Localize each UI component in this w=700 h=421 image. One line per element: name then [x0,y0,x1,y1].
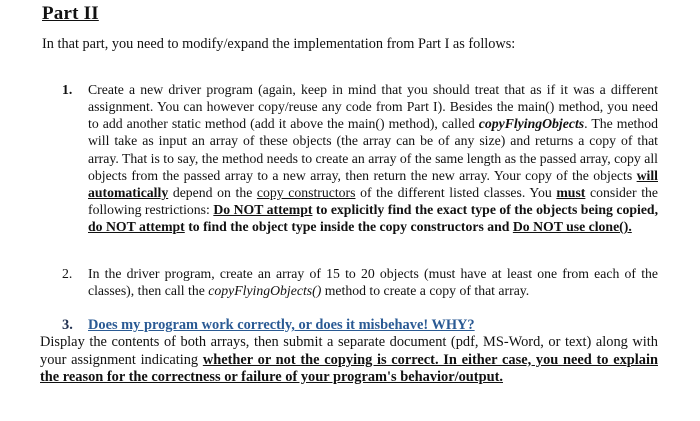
text-run: In the driver program, create an array of 15 to 20 objects (must have at least one from each of the classes), then call the [88,266,658,299]
emphasis-copy-constructors: copy constructors [256,184,356,200]
method-call: copyFlyingObjects() [208,283,322,299]
intro-paragraph: In that part, you need to modify/expand the implementation from Part I as follows: [42,36,516,52]
list-number-3: 3. [62,317,73,333]
list-number-2: 2. [62,266,73,281]
text-run: of the different listed classes. You [355,184,557,200]
emphasis-do-not-use-clone: Do NOT use clone(). [512,219,632,235]
list-item-1 [62,81,658,235]
method-name: copyFlyingObjects [478,116,585,132]
page-title: Part II [42,3,99,24]
text-run: Create a new driver program (again, keep in mind that you should treat that as if it was a different assignment. You can however copy/reuse any code from Part I). Besides the main() method, you need to add another static method (add it above the main() method), called [88,82,658,132]
text-run-bold: to find the object type inside the copy constructors and [184,219,513,235]
emphasis-conclusion: whether or not the copying is correct. In either case, you need to explain the reason for the correctness or failure of your program's behavior/output. [40,351,658,385]
list-item-2 [62,265,658,299]
text-run: consider the following restrictions: [88,184,658,218]
text-run: depend on the [168,184,257,200]
list-item-2-text [88,265,658,299]
emphasis-do-not-attempt-2: do NOT attempt [88,219,185,235]
list-number-1: 1. [62,82,73,97]
emphasis-do-not-attempt: Do NOT attempt [213,202,313,218]
emphasis-will-automatically: will automatically [88,167,658,200]
list-item-3-heading: Does my program work correctly, or does it misbehave! WHY? [88,317,475,333]
emphasis-must: must [556,184,586,200]
list-item-1-text [88,81,658,235]
list-item-3 [40,317,658,386]
text-run-bold: to explicitly find the exact type of the objects being copied, [312,202,659,218]
text-run: . The method will take as input an array of these objects (the array can be of any size) and returns a copy of that array. That is to say, the method needs to create an array of the same length as the passed array, copy all objects from the passed array to a new array, then return the new array. Your copy of the objects [88,116,658,183]
text-run: Display the contents of both arrays, then submit a separate document (pdf, MS-Word, or text) along with your assignment indicating [40,334,658,368]
text-run: method to create a copy of that array. [321,283,530,299]
list-item-3-text [40,334,658,386]
